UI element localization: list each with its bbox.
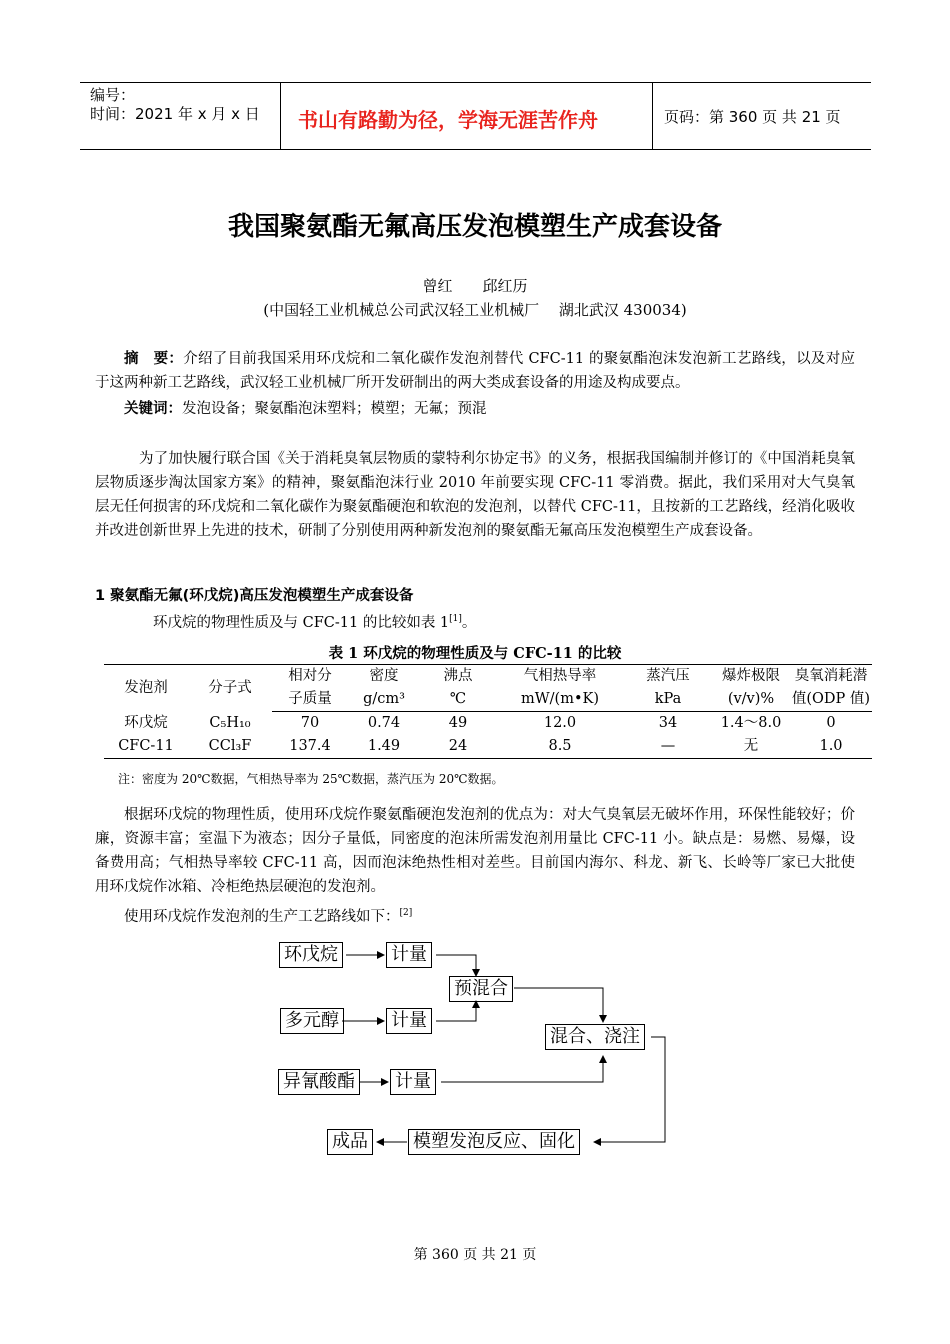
flow-node-product: 成品 [327, 1129, 373, 1155]
section-heading: 1 聚氨酯无氟(环戊烷)高压发泡模塑生产成套设备 [95, 588, 414, 604]
page-title: 我国聚氨酯无氟高压发泡模塑生产成套设备 [227, 212, 722, 242]
table-cell: CCl₃F [188, 735, 272, 759]
flow-node-cyclopentane: 环戊烷 [279, 942, 343, 968]
section-lead-text: 环戊烷的物理性质及与 CFC-11 的比较如表 1 [153, 614, 450, 631]
table-header-cell: 发泡剂 [104, 665, 188, 712]
table-header-cell: (v/v)% [712, 688, 790, 712]
table-header-cell: mW/(m•K) [496, 688, 624, 712]
table-cell: 1.0 [790, 735, 872, 759]
table-cell: 24 [420, 735, 496, 759]
citation-ref: [1] [449, 614, 462, 624]
flow-arrow [514, 988, 603, 1022]
flow-arrow [441, 1056, 603, 1082]
flow-node-premix: 预混合 [449, 976, 513, 1002]
abstract-text: 介绍了目前我国采用环戊烷和二氧化碳作发泡剂替代 CFC-11 的聚氨酯泡沫发泡新工艺路线，以及对应于这两种新工艺路线，武汉轻工业机械厂所开发研制出的两大类成套设备的用途及构成要点。 [95, 351, 856, 391]
table-header-cell: 分子式 [188, 665, 272, 712]
table-header-cell: 相对分 [272, 665, 348, 689]
citation-ref: [2] [399, 908, 413, 918]
table-header-cell: 臭氧消耗潜 [790, 665, 872, 689]
flow-node-isocyanate: 异氰酸酯 [278, 1069, 360, 1095]
authors: 曾红 邱红历 [422, 277, 528, 295]
table-cell: 70 [300, 715, 320, 731]
flow-arrow [436, 1001, 476, 1021]
section-lead-end: 。 [461, 614, 477, 631]
table-cell: 137.4 [272, 735, 348, 759]
table-header-cell: 沸点 [420, 665, 496, 689]
route-text: 使用环戊烷作发泡剂的生产工艺路线如下： [124, 908, 400, 925]
header-motto: 书山有路勤为径，学海无涯苦作舟 [298, 108, 598, 132]
table-note: 注：密度为 20℃数据，气相热导率为 25℃数据，蒸汽压为 20℃数据。 [118, 772, 504, 786]
table-cell: CFC-11 [104, 735, 188, 759]
table-header-cell: 气相热导率 [496, 665, 624, 689]
flow-node-meter: 计量 [390, 1069, 436, 1095]
table-header-cell: g/cm³ [348, 688, 420, 712]
table-cell: 49 [448, 715, 468, 731]
table-cell: 1.49 [348, 735, 420, 759]
affiliation: (中国轻工业机械总公司武汉轻工业机械厂 湖北武汉 430034) [263, 301, 687, 319]
table-cell: 1.4～8.0 [720, 715, 782, 731]
page-footer: 第 360 页 共 21 页 [413, 1247, 537, 1263]
table-header-cell: 蒸汽压 [624, 665, 712, 689]
table-cell: 12.0 [543, 715, 577, 731]
keywords-label: 关键词： [124, 400, 182, 417]
flow-node-molding: 模塑发泡反应、固化 [408, 1129, 580, 1155]
abstract-label: 摘 要： [124, 350, 184, 367]
header-page-info: 页码：第 360 页 共 21 页 [664, 108, 841, 126]
flow-node-mix-pour: 混合、浇注 [545, 1024, 645, 1050]
intro-paragraph: 为了加快履行联合国《关于消耗臭氧层物质的蒙特利尔协定书》的义务，根据我国编制并修订的《中国消耗臭氧层物质逐步淘汰国家方案》的精神，聚氨酯泡沫行业 2010 年前要实现 CFC-11 零消费。据此，我们采用对大气臭氧层无任何损害的环戊烷和二氧化碳作为聚氨酯硬泡和软泡的发泡剂，以替代 CFC-11，且按新的工艺路线，经消化吸收并改进创新世界上先进的技术，研制了分别使用两种新发泡剂的聚氨酯无氟高压发泡模塑生产成套设备。 [95, 451, 855, 539]
table-cell: 无 [712, 735, 790, 759]
table-cell: 0.74 [367, 715, 401, 731]
number-label: 编号： [90, 86, 136, 104]
flow-arrow [594, 1037, 665, 1142]
table-header-cell: 值(ODP 值) [790, 688, 872, 712]
table-cell: 环戊烷 [124, 714, 168, 731]
flow-arrow [436, 955, 476, 976]
flow-node-meter: 计量 [386, 942, 432, 968]
time-label: 时间：2021 年 x 月 x 日 [90, 105, 260, 123]
table-header-cell: 密度 [348, 665, 420, 689]
table-cell: — [624, 735, 712, 759]
table-header-cell: ℃ [420, 688, 496, 712]
table-cell: 8.5 [496, 735, 624, 759]
table-cell: 34 [658, 715, 678, 731]
flow-node-polyol: 多元醇 [280, 1008, 344, 1034]
table-header-cell: 子质量 [272, 688, 348, 712]
table-cell: 0 [826, 715, 836, 731]
keywords-text: 发泡设备；聚氨酯泡沫塑料；模塑；无氟；预混 [182, 401, 487, 417]
flow-node-meter: 计量 [386, 1008, 432, 1034]
table-header-cell: 爆炸极限 [712, 665, 790, 689]
table-cell: C₅H₁₀ [209, 714, 251, 731]
table-caption: 表 1 环戊烷的物理性质及与 CFC-11 的比较 [328, 645, 622, 662]
properties-paragraph: 根据环戊烷的物理性质，使用环戊烷作聚氨酯硬泡发泡剂的优点为：对大气臭氧层无破坏作用，环保性能较好；价廉，资源丰富；室温下为液态；因分子量低，同密度的泡沫所需发泡剂用量比 CFC-11 小。缺点是：易燃、易爆，设备费用高；气相热导率较 CFC-11 高，因而泡沫绝热性相对差些。目前国内海尔、科龙、新飞、长岭等厂家已大批使用环戊烷作冰箱、冷柜绝热层硬泡的发泡剂。 [95, 807, 855, 895]
table-header-cell: kPa [624, 688, 712, 712]
